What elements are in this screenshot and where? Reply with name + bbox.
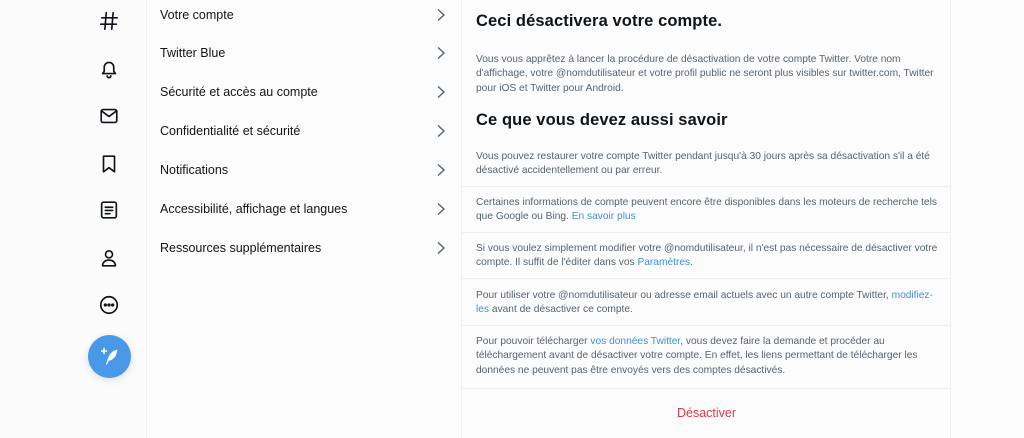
chevron-right-icon bbox=[436, 241, 446, 255]
note-text: , vous devez faire la demande et procéder au téléchargement avant de désactiver votre compte. En effet, les liens permettant de télécharger les données ne peuvent pas être envoyés vers des comptes désactivés. bbox=[476, 336, 918, 376]
note-text: . bbox=[690, 257, 693, 269]
modify-them-link[interactable]: modifiez-les bbox=[476, 290, 933, 316]
note-download-data bbox=[476, 335, 941, 378]
more-circle-icon bbox=[98, 294, 120, 316]
compose-feather-icon bbox=[99, 346, 121, 368]
deactivate-button[interactable]: Désactiver bbox=[676, 406, 737, 420]
divider bbox=[462, 325, 951, 326]
chevron-right-icon bbox=[436, 8, 446, 22]
twitter-data-link[interactable]: vos données Twitter bbox=[590, 336, 681, 347]
settings-item-label: Confidentialité et sécurité bbox=[160, 123, 301, 138]
nav-explore[interactable] bbox=[95, 7, 123, 35]
bell-icon bbox=[98, 58, 120, 80]
nav-profile[interactable] bbox=[95, 244, 123, 272]
note-search-engines bbox=[476, 196, 941, 225]
settings-link[interactable]: Paramètres bbox=[637, 257, 691, 269]
learn-more-link[interactable]: En savoir plus bbox=[571, 211, 636, 223]
settings-item-accessibility[interactable] bbox=[147, 189, 462, 228]
chevron-right-icon bbox=[436, 202, 446, 216]
envelope-icon bbox=[98, 105, 120, 127]
settings-item-privacy-safety[interactable] bbox=[147, 111, 462, 150]
deactivate-account-panel bbox=[462, 0, 951, 438]
settings-item-label: Ressources supplémentaires bbox=[160, 240, 322, 255]
note-text: Certaines informations de compte peuvent encore être disponibles dans les moteurs de recherche tels que Google ou Bing. bbox=[476, 197, 937, 223]
settings-item-security-access[interactable] bbox=[147, 72, 462, 111]
chevron-right-icon bbox=[436, 124, 446, 138]
nav-messages[interactable] bbox=[95, 102, 123, 130]
settings-item-your-account[interactable] bbox=[147, 0, 462, 34]
note-text: Pour utiliser votre @nomdutilisateur ou adresse email actuels avec un autre compte Twitter, bbox=[476, 290, 892, 301]
settings-menu bbox=[146, 0, 462, 438]
settings-item-twitter-blue[interactable] bbox=[147, 33, 462, 72]
note-text: avant de désactiver ce compte. bbox=[489, 304, 633, 316]
nav-more[interactable] bbox=[95, 291, 123, 319]
section-heading: Ce que vous devez aussi savoir bbox=[476, 111, 728, 129]
right-gutter bbox=[952, 0, 1024, 438]
note-username-change bbox=[476, 242, 941, 271]
chevron-right-icon bbox=[436, 46, 446, 60]
chevron-right-icon bbox=[436, 163, 446, 177]
settings-item-label: Votre compte bbox=[160, 7, 234, 22]
nav-notifications[interactable] bbox=[95, 55, 123, 83]
settings-item-label: Twitter Blue bbox=[160, 45, 226, 60]
settings-item-additional-resources[interactable] bbox=[147, 228, 462, 267]
divider bbox=[462, 186, 951, 187]
note-text: Si vous voulez simplement modifier votre @nomdutilisateur, il n'est pas nécessaire de désactiver votre compte. Il suffit de l'éditer dans vos bbox=[476, 243, 938, 269]
settings-item-label: Sécurité et accès au compte bbox=[160, 84, 318, 99]
intro-text: Vous vous apprêtez à lancer la procédure de désactivation de votre compte Twitter. Votre nom d'affichage, votre @nomdutilisateur et votre profil public ne seront plus visibles sur twitter.com, Twitter pour iOS et Twitter pour Android. bbox=[476, 54, 934, 94]
settings-item-notifications[interactable] bbox=[147, 150, 462, 189]
list-icon bbox=[98, 199, 120, 221]
chevron-right-icon bbox=[436, 85, 446, 99]
hashtag-icon bbox=[98, 10, 120, 32]
nav-lists[interactable] bbox=[95, 196, 123, 224]
settings-item-label: Accessibilité, affichage et langues bbox=[160, 201, 348, 216]
note-reuse-username bbox=[476, 289, 941, 318]
page-title: Ceci désactivera votre compte. bbox=[476, 12, 723, 30]
divider bbox=[462, 232, 951, 233]
nav-bookmarks[interactable] bbox=[95, 150, 123, 178]
settings-item-label: Notifications bbox=[160, 162, 229, 177]
bookmark-icon bbox=[98, 153, 120, 175]
note-restore: Vous pouvez restaurer votre compte Twitter pendant jusqu'à 30 jours après sa désactivation s'il a été désactivé accidentellement ou par erreur. bbox=[476, 151, 930, 177]
primary-nav bbox=[0, 0, 146, 438]
person-icon bbox=[98, 247, 120, 269]
divider bbox=[462, 278, 951, 279]
compose-tweet-button[interactable] bbox=[88, 335, 131, 378]
note-text: Pour pouvoir télécharger bbox=[476, 336, 591, 347]
